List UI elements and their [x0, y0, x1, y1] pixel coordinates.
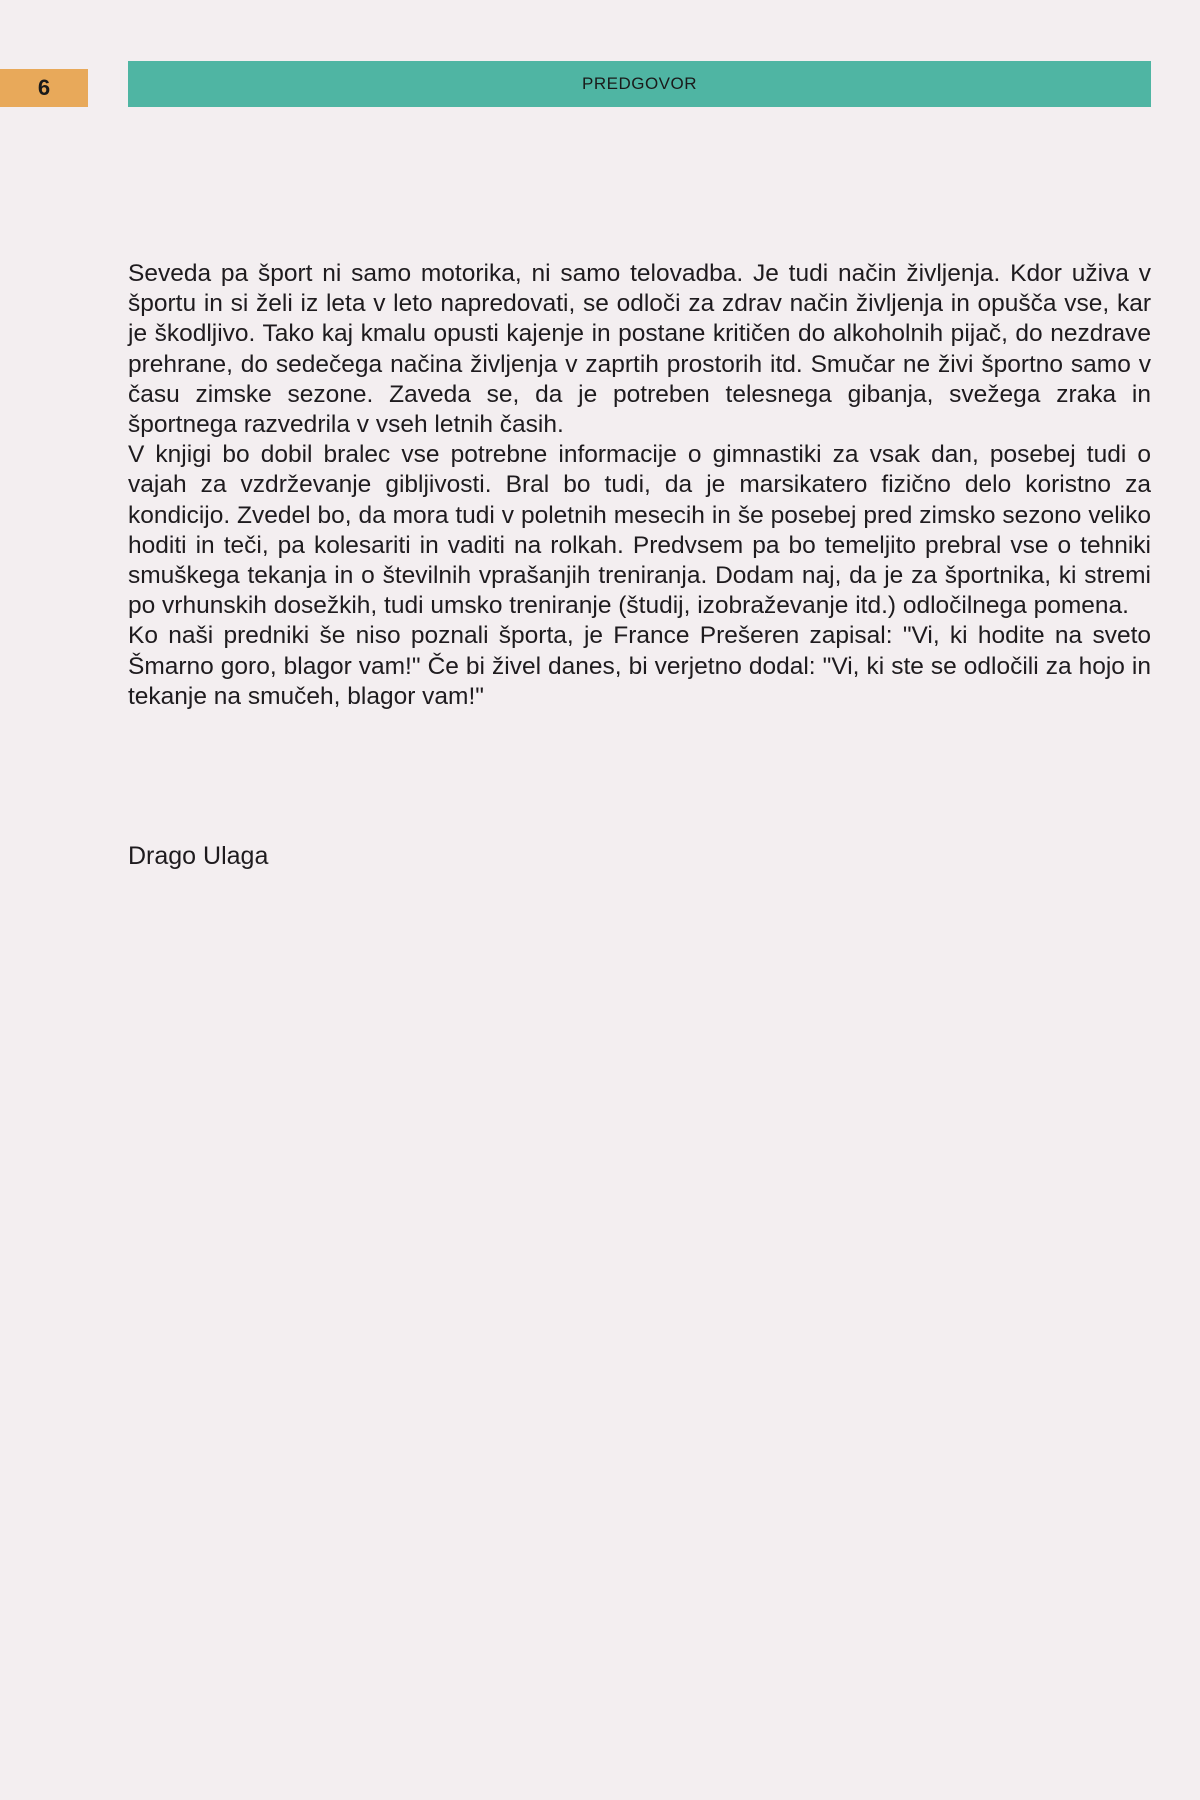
section-header	[128, 61, 1151, 107]
author-signature: Drago Ulaga	[128, 842, 269, 870]
paragraph: Seveda pa šport ni samo motorika, ni samo telovadba. Je tudi način življenja. Kdor uživa v športu in si želi iz leta v leto napredovati, se odloči za zdrav način življenja in opušča vse, kar je škodljivo. Tako kaj kmalu opusti kajenje in postane kritičen do alkoholnih pijač, do nezdrave prehrane, do sedečega načina življenja v zaprtih prostorih itd. Smučar ne živi športno samo v času zimske sezone. Zaveda se, da je potreben telesnega gibanja, svežega zraka in športnega razvedrila v vseh letnih časih.	[128, 260, 1151, 439]
paragraph: Ko naši predniki še niso poznali športa, je France Prešeren zapisal: "Vi, ki hodite na sveto Šmarno goro, blagor vam!" Če bi živel danes, bi verjetno dodal: "Vi, ki ste se odločili za hojo in tekanje na smučeh, blagor vam!"	[128, 622, 1151, 710]
preface-body	[128, 259, 1151, 712]
paragraph: V knjigi bo dobil bralec vse potrebne informacije o gimnastiki za vsak dan, posebej tudi o vajah za vzdrževanje gibljivosti. Bral bo tudi, da je marsikatero fizično delo koristno za kondicijo. Zvedel bo, da mora tudi v poletnih mesecih in še posebej pred zimsko sezono veliko hoditi in teči, pa kolesariti in vaditi na rolkah. Predvsem pa bo temeljito prebral vse o tehniki smuškega tekanja in o številnih vprašanjih treniranja. Dodam naj, da je za športnika, ki stremi po vrhunskih dosežkih, tudi umsko treniranje (študij, izobraževanje itd.) odločilnega pomena.	[128, 441, 1151, 620]
section-title: PREDGOVOR	[581, 74, 698, 93]
page-number: 6	[0, 69, 88, 107]
